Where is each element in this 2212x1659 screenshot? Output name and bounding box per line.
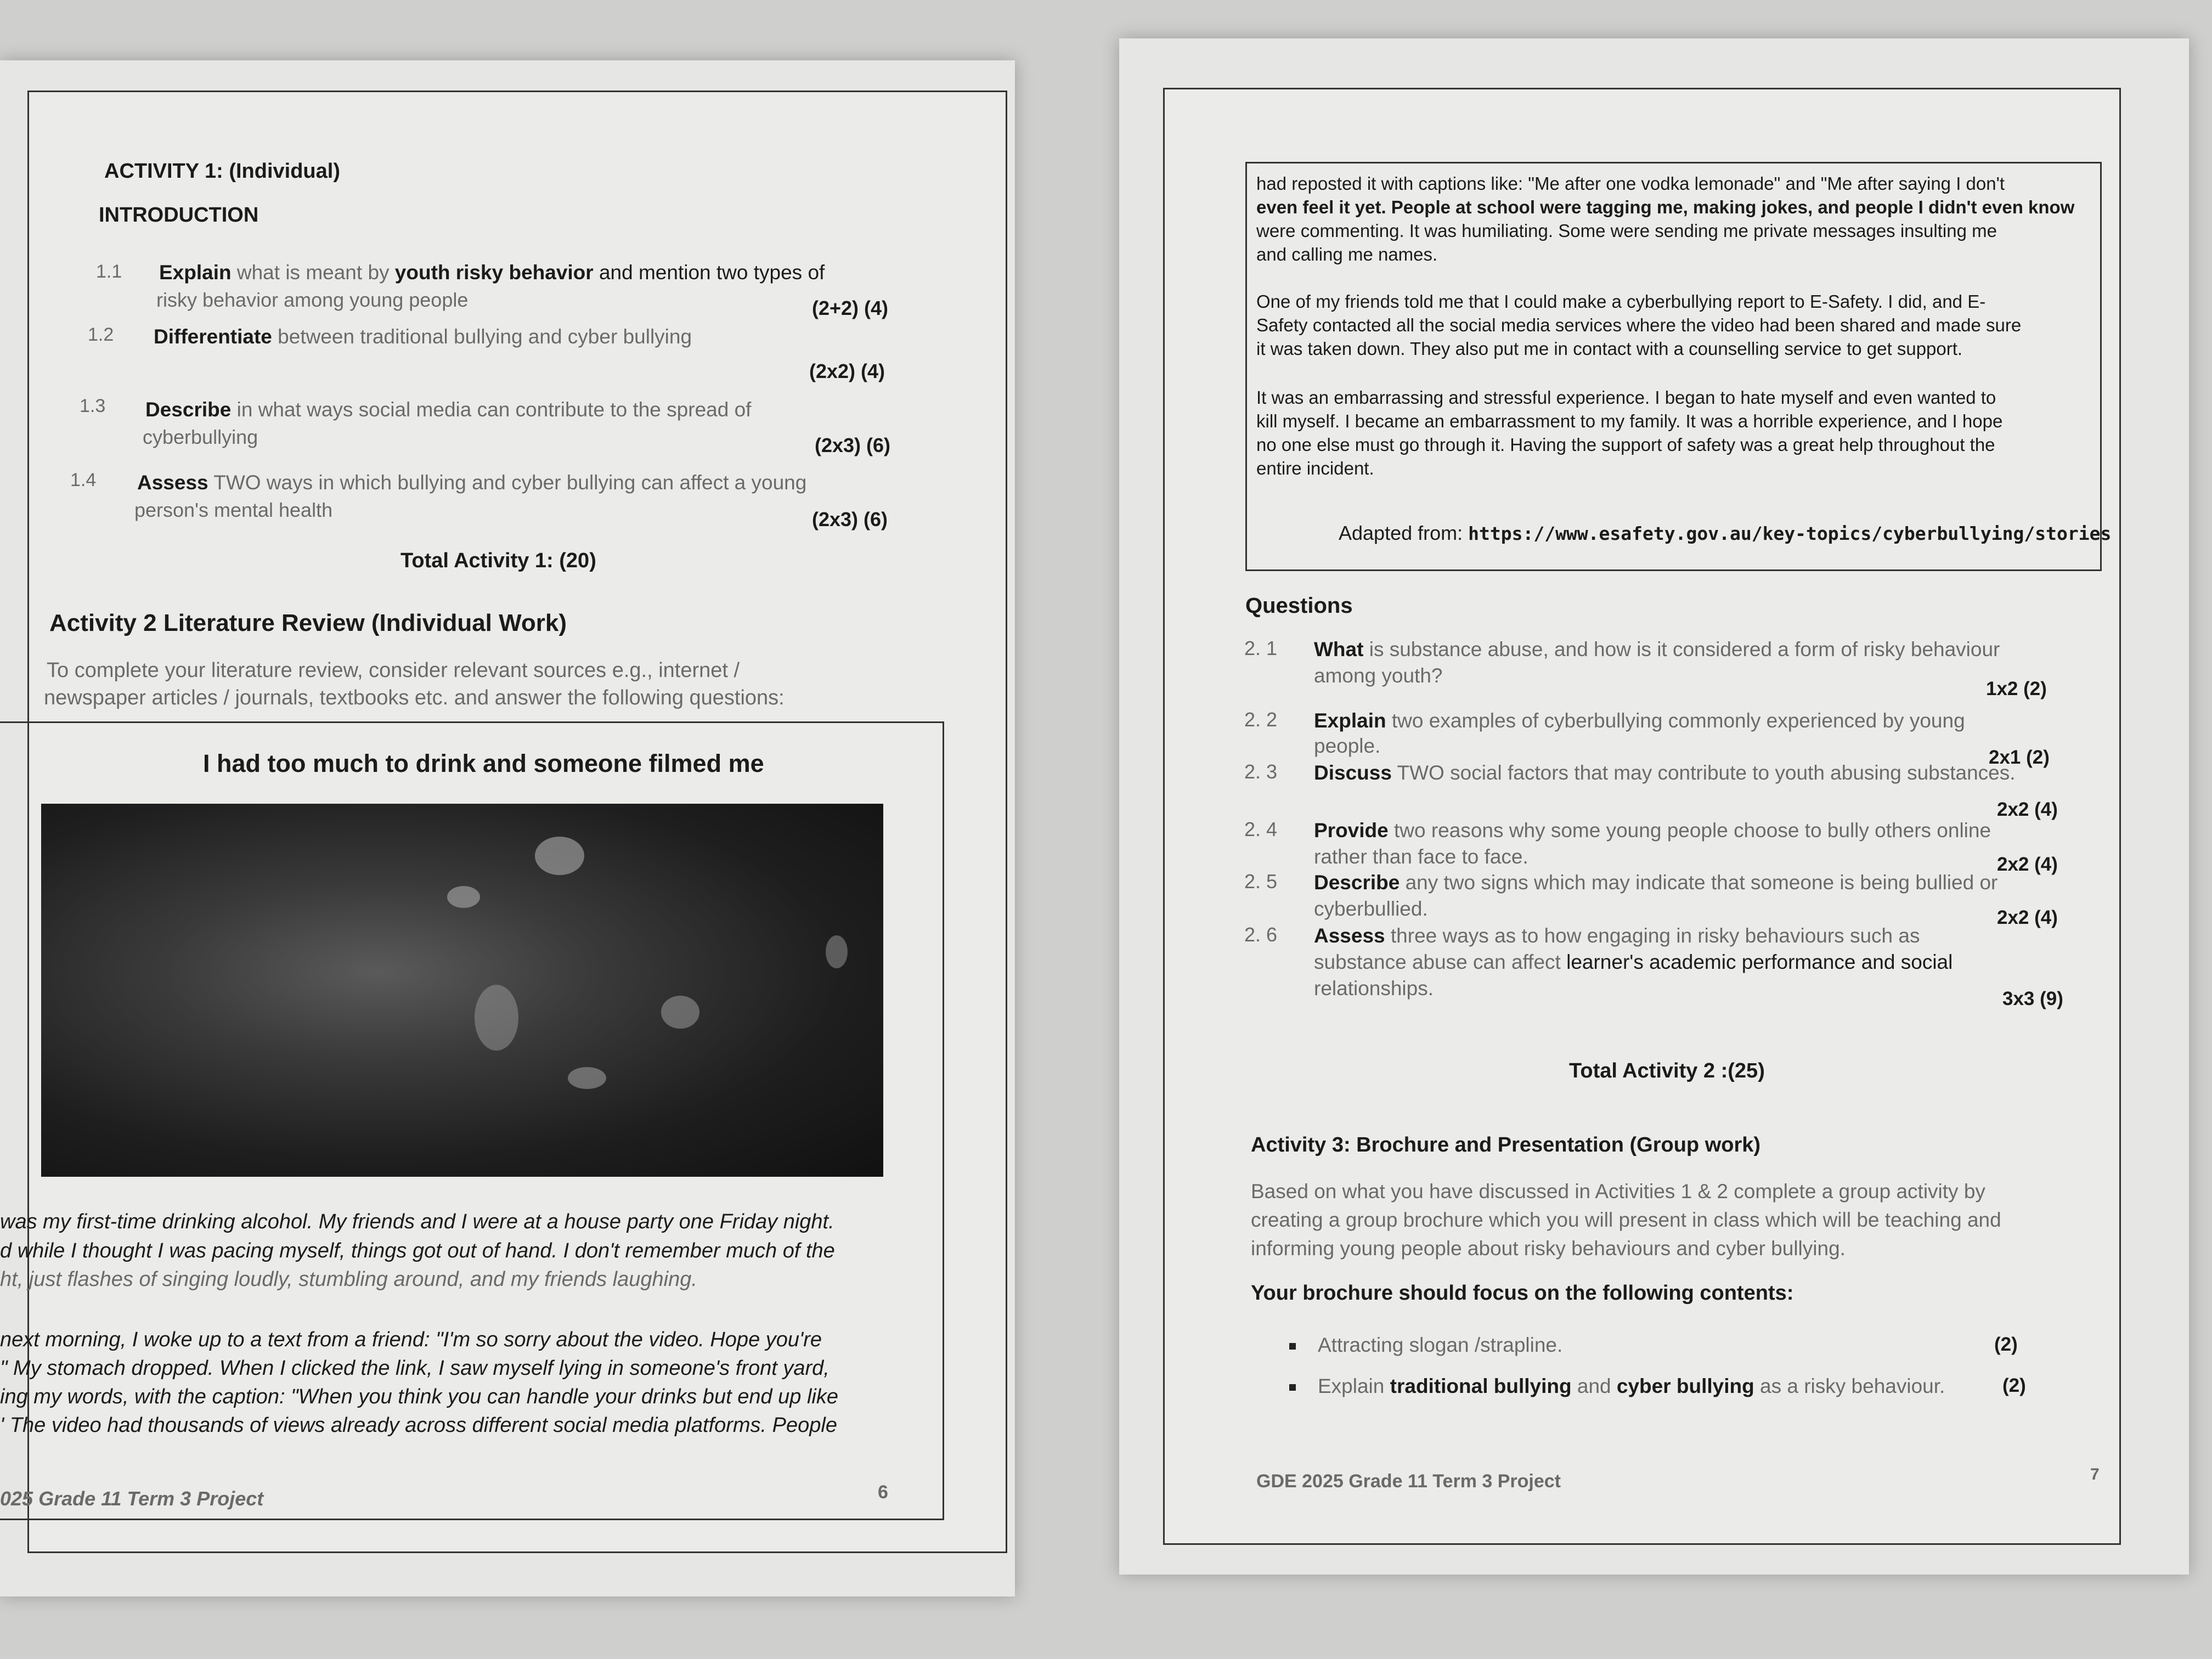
q1-2-number: 1.2 [88,324,114,345]
story-para3-line-4: entire incident. [1256,458,1374,478]
bullet-icon [1289,1384,1296,1391]
q2-3-number: 2. 3 [1244,760,1278,783]
q1-1-marks: (2+2) (4) [812,297,889,319]
q2-4-marks: 2x2 (4) [1997,854,2058,875]
q1-1-text: Explain what is meant by youth risky behavior and mention two types of [159,261,825,284]
source-url: https://www.esafety.gov.au/key-topics/cyberbullying/stories [1468,523,2112,544]
photo-highlight [661,996,699,1029]
photo-highlight [535,837,584,875]
activity3-title: Activity 3: Brochure and Presentation (Group work) [1251,1133,1761,1156]
story-para3-line-2: kill myself. I became an embarrassment to my family. It was a horrible experience, and I hope [1256,411,2003,431]
q1-4-marks: (2x3) (6) [812,508,888,531]
story-cont-line-3: were commenting. It was humiliating. Some were sending me private messages insulting me [1256,221,1997,241]
q1-3-marks: (2x3) (6) [815,434,891,456]
bullet-1-marks: (2) [1994,1334,2018,1355]
q1-3-text: Describe in what ways social media can contribute to the spread of [145,398,752,421]
story-para2-line-2: Safety contacted all the social media services where the video had been shared and made sure [1256,315,2022,335]
q2-4-text: Provide two reasons why some young people choose to bully others online [1314,819,1991,842]
q1-1-line2: risky behavior among young people [156,289,469,311]
activity1-total: Total Activity 1: (20) [400,549,596,572]
story-line-6: ing my words, with the caption: "When you think you can handle your drinks but end up like [0,1385,838,1408]
story-line-3: ht, just flashes of singing loudly, stumbling around, and my friends laughing. [0,1268,697,1291]
q2-2-line2: people. [1314,735,1381,757]
story-para2-line-3: it was taken down. They also put me in contact with a counselling service to get support. [1256,338,1963,359]
page-7-sheet [1119,38,2189,1575]
story-para3-line-3: no one else must go through it. Having the support of safety was a great help throughout the [1256,435,1995,455]
q2-1-text: What is substance abuse, and how is it considered a form of risky behaviour [1314,638,2000,661]
page-6-sheet [0,60,1015,1596]
brochure-focus: Your brochure should focus on the following contents: [1251,1282,1794,1305]
photo-highlight [447,886,480,908]
story-line-1: was my first-time drinking alcohol. My friends and I were at a house party one Friday night. [0,1210,834,1233]
q2-5-text: Describe any two signs which may indicate that someone is being bullied or [1314,871,1998,894]
bullet-2: Explain traditional bullying and cyber bullying as a risky behaviour. [1289,1374,1945,1398]
activity2-instruction-line1: To complete your literature review, consider relevant sources e.g., internet / [47,659,740,682]
q2-6-text: Assess three ways as to how engaging in risky behaviours such as [1314,924,1920,947]
activity3-para-line-3: informing young people about risky behaviours and cyber bullying. [1251,1237,1846,1260]
story-cont-line-4: and calling me names. [1256,244,1438,264]
story-cont-line-1: had reposted it with captions like: "Me after one vodka lemonade" and "Me after saying I don't [1256,173,2005,194]
photo-highlight [475,985,518,1051]
activity3-para-line-1: Based on what you have discussed in Activities 1 & 2 complete a group activity by [1251,1180,1985,1203]
story-line-7: ' The video had thousands of views already across different social media platforms. People [0,1414,837,1437]
q2-5-number: 2. 5 [1244,870,1278,893]
story-line-5: " My stomach dropped. When I clicked the link, I saw myself lying in someone's front yard, [0,1357,830,1380]
q2-2-marks: 2x1 (2) [1989,747,2050,768]
page7-number: 7 [2090,1465,2100,1483]
q2-5-line2: cyberbullied. [1314,898,1428,920]
q1-4-text: Assess TWO ways in which bullying and cyber bullying can affect a young [137,471,807,494]
page7-footer: GDE 2025 Grade 11 Term 3 Project [1256,1471,1561,1492]
story-para3-line-1: It was an embarrassing and stressful experience. I began to hate myself and even wanted to [1256,387,1996,408]
story-photo [41,804,883,1177]
bullet-2-marks: (2) [2002,1375,2026,1396]
q2-4-number: 2. 4 [1244,818,1278,840]
q2-6-line2: substance abuse can affect learner's academic performance and social [1314,951,1953,973]
q1-3-line2: cyberbullying [143,426,258,448]
q2-4-line2: rather than face to face. [1314,845,1528,868]
page6-footer: 025 Grade 11 Term 3 Project [0,1487,264,1510]
activity3-para-line-2: creating a group brochure which you will present in class which will be teaching and [1251,1209,2001,1231]
q2-6-line3: relationships. [1314,977,1434,1000]
q2-3-marks: 2x2 (4) [1997,799,2058,820]
q2-6-number: 2. 6 [1244,923,1278,946]
q2-1-line2: among youth? [1314,664,1443,687]
photo-highlight [826,935,848,968]
story-title: I had too much to drink and someone filmed me [203,749,764,777]
activity2-total: Total Activity 2 :(25) [1569,1059,1765,1082]
q1-4-line2: person's mental health [134,499,333,521]
story-cont-line-2: even feel it yet. People at school were tagging me, making jokes, and people I didn't even know [1256,197,2075,217]
q2-2-text: Explain two examples of cyberbullying commonly experienced by young [1314,709,1965,732]
story-line-4: next morning, I woke up to a text from a friend: "I'm so sorry about the video. Hope you're [0,1328,822,1351]
q2-2-number: 2. 2 [1244,708,1278,731]
activity1-title: ACTIVITY 1: (Individual) [104,160,340,183]
source-attribution: Adapted from: https://www.esafety.gov.au/key-topics/cyberbullying/stories [1339,522,2112,544]
photo-highlight [568,1067,606,1089]
q1-2-marks: (2x2) (4) [809,360,885,382]
q1-3-number: 1.3 [80,396,106,416]
story-para2-line-1: One of my friends told me that I could make a cyberbullying report to E-Safety. I did, and E- [1256,291,1986,312]
q2-5-marks: 2x2 (4) [1997,907,2058,928]
activity2-title: Activity 2 Literature Review (Individual Work) [49,610,567,636]
questions-heading: Questions [1245,594,1353,618]
q1-1-number: 1.1 [96,261,122,282]
introduction-heading: INTRODUCTION [99,204,259,227]
activity2-instruction-line2: newspaper articles / journals, textbooks etc. and answer the following questions: [44,686,785,709]
q2-3-text: Discuss TWO social factors that may contribute to youth abusing substances. [1314,761,2016,784]
q1-2-text: Differentiate between traditional bullying and cyber bullying [154,325,692,348]
q1-4-number: 1.4 [70,470,97,490]
q2-1-number: 2. 1 [1244,637,1278,659]
q2-6-marks: 3x3 (9) [2002,988,2063,1009]
bullet-icon [1289,1343,1296,1350]
page6-number: 6 [878,1482,888,1503]
story-line-2: d while I thought I was pacing myself, things got out of hand. I don't remember much of the [0,1239,835,1262]
bullet-1: Attracting slogan /strapline. [1289,1333,1562,1357]
q2-1-marks: 1x2 (2) [1986,678,2047,699]
